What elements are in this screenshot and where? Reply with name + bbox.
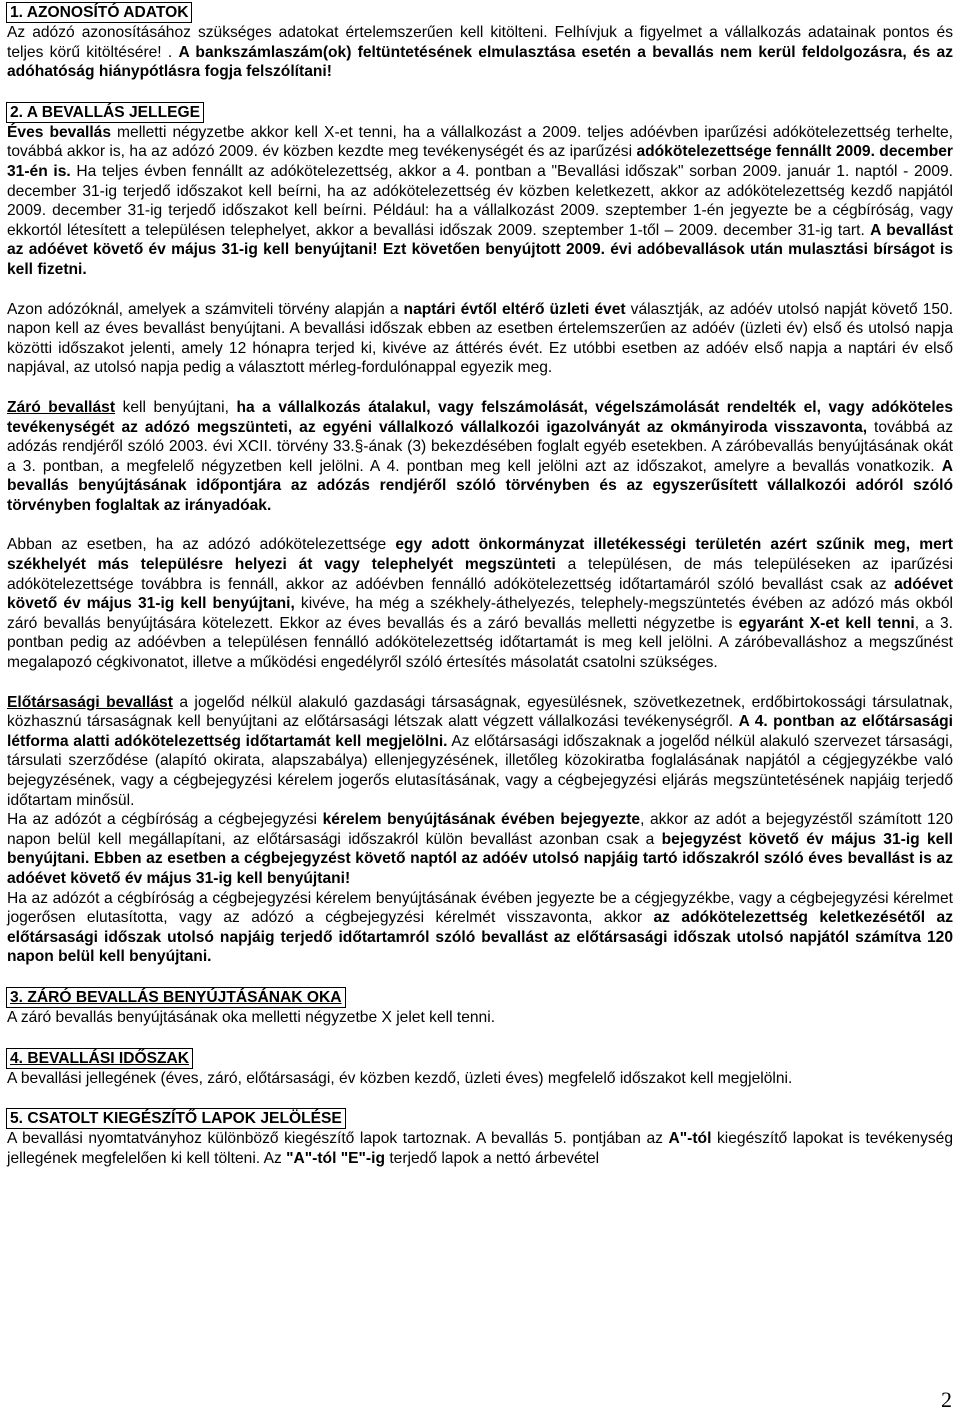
section-2-annual-paragraph: Éves bevallás melletti négyzetbe akkor kell X-et tenni, ha a vállalkozást a 2009. teljes adóévben iparűzési adókötelezettség terhelte, továbbá akkor is, ha az adózó 2009. év közben kezdte meg tevékenységét és az iparűzési adókötelezettsége fennállt 2009. december 31-én is. Ha teljes évben fennállt az adókötelezettség, akkor a 4. pontban a "Bevallási időszak" sorban 2009. január 1. naptól - 2009. december 31-ig terjedő időszakot kell beírni, ha az adókötelezettség év közben keletkezett, akkor az adókötelezettség kezdő napjától 2009. december 31-ig terjedő időszakot kell beírni. Például: ha a vállalkozást 2009. szeptember 1-én jegyezte be a cégbíróság, vagy ekkortól létesített a településen telephelyet, akkor a bevallási időszak 2009. szeptember 1-től – 2009. december 31-ig tart. A bevallást az adóévet követő év május 31-ig kell benyújtani! Ezt követően benyújtott 2009. évi adóbevallások után mulasztási bírságot is kell fizetni.: [7, 123, 954, 278]
section-2-relocation-paragraph: Abban az esetben, ha az adózó adókötelezettsége egy adott önkormányzat illetékességi területén azért szűnik meg, mert székhelyét más településre helyezi át vagy telephelyét megszünteti a településen, de más településeken az iparűzési adókötelezettsége továbbra is fennáll, akkor az adóévben fennálló adókötelezettség időtartamáról szóló bevallást csak az adóévet követő év május 31-ig kell benyújtani, kivéve, ha még a székhely-áthelyezés, telephely-megszüntetés évében az adózó más okból záró bevallás benyújtására kötelezett. Ekkor az éves bevallás és a záró bevallás melletti négyzetbe is egyaránt X-et kell tenni, a 3. pontban pedig az adóévben a településen fennálló adókötelezettség időtartamát is meg kell jelölni. A záróbevalláshoz a megszűnést megalapozó cégkivonatot, illetve a működési engedélyről szóló értesítés másolatát csatolni szükséges.: [7, 536, 953, 672]
section-3: [7, 987, 953, 1028]
section-5-text: A bevallási nyomtatványhoz különböző kiegészítő lapok tartoznak. A bevallás 5. pontjában az A"-tól kiegészítő lapokat is tevékenység jellegének megfelelően ki kell tölteni. Az "A"-tól "E"-ig terjedő lapok a nettó árbevétel: [7, 1130, 954, 1167]
section-4-title: 4. BEVALLÁSI IDŐSZAK: [6, 1048, 193, 1069]
section-2-business-year-paragraph: Azon adózóknál, amelyek a számviteli törvény alapján a naptári évtől eltérő üzleti évet választják, az adóév utolsó napját követő 150. napon kell az éves bevallást benyújtani. A bevallási időszak ebben az esetben értelemszerűen az adóév (üzleti év) első és utolsó napja közötti időszakot jelenti, amely 12 hónapra terjed ki, kivéve az áttérés évét. Ez utóbbi esetben az adóév első napja a naptári év első napjával, az utolsó napja pedig a választott mérleg-fordulónappal egyezik meg.: [7, 300, 953, 377]
section-4: [7, 1048, 953, 1089]
section-2-rejection-paragraph: Ha az adózót a cégbíróság a cégbejegyzési kérelem benyújtásának évében jegyezte be a cégjegyzékbe, vagy a cégbejegyzési kérelmet jogerősen elutasította, vagy az adózó a cégbejegyzési kérelmét visszavonta, akkor az adókötelezettség keletkezésétől az előtársasági időszak utolsó napjáig terjedő időtartamról szóló bevallást az előtársasági időszak utolsó napjától számítva 120 napon belül kell benyújtani.: [7, 889, 953, 966]
document-body: [7, 2, 953, 1168]
page-number: 2: [941, 1387, 952, 1412]
section-2-closing-return-paragraph: Záró bevallást kell benyújtani, ha a vállalkozás átalakul, vagy felszámolását, végelszámolását rendelték el, vagy adóköteles tevékenységét az adózó megszünteti, az egyéni vállalkozó vállalkozói igazolványát az okmányiroda visszavonta, továbbá az adózás rendjéről szóló 2003. évi XCII. törvény 33.§-ának (3) bekezdésében foglalt egyéb esetekben. A záróbevallás benyújtásának okát a 3. pontban, a megfelelő négyzetben kell jelölni. A 4. pontban meg kell jelölni azt az időszakot, amelyre a bevallás vonatkozik. A bevallás benyújtásának időpontjára az adózás rendjéről szóló törvényben és az egyszerűsített vállalkozói adóról szóló törvényben foglaltak az irányadóak.: [7, 398, 953, 514]
section-1: [7, 2, 953, 82]
section-5: [7, 1108, 953, 1168]
section-5-title: 5. CSATOLT KIEGÉSZÍTŐ LAPOK JELÖLÉSE: [6, 1108, 346, 1129]
section-1-text: Az adózó azonosításához szükséges adatokat értelemszerűen kell kitölteni. Felhívjuk a figyelmet a vállalkozás adatainak pontos és teljes körű kitöltésére! . A bankszámlaszám(ok) feltüntetésének elmulasztása esetén a bevallás nem kerül feldolgozásra, és az adóhatóság hiánypótlásra fogja felszólítani!: [7, 24, 954, 81]
section-2-pre-company-paragraph: Előtársasági bevallást a jogelőd nélkül alakuló gazdasági társaságnak, egyesülésnek, szövetkezetnek, erdőbirtokossági társulatnak, közhasznú társaságnak kell benyújtani az előtársasági létszak alatt végzett vállalkozási tevékenységről. A 4. pontban az előtársasági létforma alatti adókötelezettség időtartamát kell megjelölni. Az előtársasági időszaknak a jogelőd nélkül alakuló szervezet társasági, társulati szerződése (alapító okirata, alapszabálya) ellenjegyzésének, illetőleg közokiratba foglalásának napjától a cégjegyzékbe való bejegyzésének, vagy a cégbejegyzési kérelem jogerős elutasításának, vagy a cégbejegyzési eljárás megszüntetésének napjáig terjedő időtartam minősül.: [7, 693, 954, 809]
section-1-title: 1. AZONOSÍTÓ ADATOK: [6, 2, 192, 23]
section-2: [7, 102, 953, 967]
section-3-text: A záró bevallás benyújtásának oka melletti négyzetbe X jelet kell tenni.: [7, 1008, 496, 1026]
section-3-title: 3. ZÁRÓ BEVALLÁS BENYÚJTÁSÁNAK OKA: [6, 987, 346, 1008]
section-2-registration-paragraph: Ha az adózót a cégbíróság a cégbejegyzési kérelem benyújtásának évében bejegyezte, akkor az adót a bejegyzéstől számított 120 napon belül kell megállapítani, az előtársasági időszakról külön bevallást azonban csak a bejegyzést követő év május 31-ig kell benyújtani. Ebben az esetben a cégbejegyzést követő naptól az adóév utolsó napjáig tartó időszakról szóló éves bevallást is az adóévet követő év május 31-ig kell benyújtani!: [7, 811, 954, 887]
section-2-title: 2. A BEVALLÁS JELLEGE: [6, 102, 204, 123]
section-4-text: A bevallási jellegének (éves, záró, előtársasági, év közben kezdő, üzleti éves) megfelelő időszakot kell megjelölni.: [7, 1069, 793, 1087]
